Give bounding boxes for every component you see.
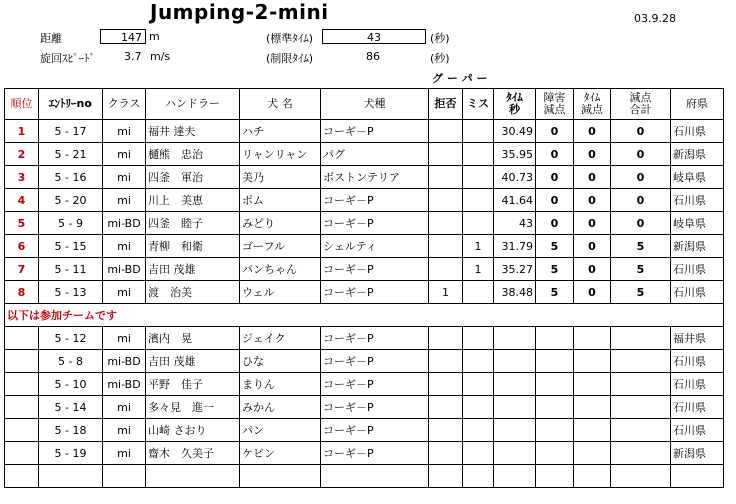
breed-cell: コーギ－P <box>321 373 429 396</box>
participant-row <box>5 442 724 465</box>
result-row <box>5 258 724 281</box>
miss-cell <box>463 212 494 235</box>
total-penalty-cell: 0 <box>611 143 671 166</box>
entry-cell: 5 - 11 <box>39 258 103 281</box>
handler-cell: 平野 佳子 <box>146 373 240 396</box>
empty-cell <box>5 327 39 350</box>
dog-name-cell: ポム <box>240 189 321 212</box>
handler-cell: 濱内 晃 <box>146 327 240 350</box>
empty-cell <box>240 465 321 488</box>
time-cell: 40.73 <box>494 166 536 189</box>
header-time-penalty-bottom: 減点 <box>581 103 603 116</box>
dog-name-cell: まりん <box>240 373 321 396</box>
result-row <box>5 235 724 258</box>
entry-cell: 5 - 18 <box>39 419 103 442</box>
entry-cell: 5 - 13 <box>39 281 103 304</box>
dog-name-cell: リャンリャン <box>240 143 321 166</box>
handler-cell: 渡 治美 <box>146 281 240 304</box>
prefecture-cell: 新潟県 <box>671 235 724 258</box>
refusal-cell <box>429 258 463 281</box>
page-title: Jumping-2-mini <box>150 0 329 24</box>
header-obstacle-top: 障害 <box>543 91 566 104</box>
empty-cell <box>536 465 574 488</box>
handler-cell: 四釜 睦子 <box>146 212 240 235</box>
rank-cell: 1 <box>5 120 39 143</box>
entry-cell: 5 - 12 <box>39 327 103 350</box>
breed-cell: コーギ－P <box>321 350 429 373</box>
empty-cell <box>611 396 671 419</box>
header-total-bottom: 合計 <box>629 103 652 116</box>
group-label: グ ー パ ー <box>432 72 488 85</box>
refusal-cell <box>429 235 463 258</box>
obstacle-penalty-cell: 0 <box>536 143 574 166</box>
result-row <box>5 120 724 143</box>
time-penalty-cell: 0 <box>574 235 611 258</box>
obstacle-penalty-cell: 0 <box>536 212 574 235</box>
distance-label: 距離 <box>40 32 62 45</box>
empty-cell <box>463 350 494 373</box>
class-cell: mi <box>103 327 146 350</box>
handler-cell: 福井 達夫 <box>146 120 240 143</box>
header-total <box>611 89 671 120</box>
empty-cell <box>429 396 463 419</box>
prefecture-cell: 新潟県 <box>671 442 724 465</box>
obstacle-penalty-cell: 5 <box>536 281 574 304</box>
handler-cell: 多々見 進一 <box>146 396 240 419</box>
empty-cell <box>611 327 671 350</box>
header-dog: 犬 名 <box>240 89 321 120</box>
empty-cell <box>463 327 494 350</box>
handler-cell: 青柳 和衛 <box>146 235 240 258</box>
empty-cell <box>429 373 463 396</box>
breed-cell: ボストンテリア <box>321 166 429 189</box>
empty-cell <box>494 442 536 465</box>
handler-cell: 四釜 軍治 <box>146 166 240 189</box>
empty-cell <box>463 373 494 396</box>
speed-unit: m/s <box>150 50 171 63</box>
empty-cell <box>574 350 611 373</box>
handler-cell: 齋木 久美子 <box>146 442 240 465</box>
empty-cell <box>146 465 240 488</box>
entry-cell: 5 - 20 <box>39 189 103 212</box>
empty-cell <box>5 442 39 465</box>
empty-cell <box>429 442 463 465</box>
header-refusal: 拒否 <box>429 89 463 120</box>
empty-cell <box>494 350 536 373</box>
header-time-bottom: 秒 <box>509 103 520 116</box>
class-cell: mi <box>103 120 146 143</box>
prefecture-cell: 石川県 <box>671 258 724 281</box>
breed-cell: コーギ－P <box>321 419 429 442</box>
breed-cell: コーギ－P <box>321 189 429 212</box>
breed-cell: コーギ－P <box>321 327 429 350</box>
time-penalty-cell: 0 <box>574 281 611 304</box>
std-time-label: (標準ﾀｲﾑ) <box>266 32 314 45</box>
total-penalty-cell: 5 <box>611 235 671 258</box>
header-time-penalty <box>574 89 611 120</box>
empty-cell <box>536 327 574 350</box>
empty-cell <box>429 419 463 442</box>
total-penalty-cell: 5 <box>611 258 671 281</box>
empty-cell <box>494 396 536 419</box>
time-cell: 31.79 <box>494 235 536 258</box>
header-class: クラス <box>103 89 146 120</box>
header-obstacle-bottom: 減点 <box>543 103 566 116</box>
time-penalty-cell: 0 <box>574 143 611 166</box>
time-cell: 30.49 <box>494 120 536 143</box>
empty-cell <box>574 327 611 350</box>
empty-cell <box>536 350 574 373</box>
prefecture-cell: 福井県 <box>671 327 724 350</box>
refusal-cell <box>429 143 463 166</box>
empty-cell <box>574 465 611 488</box>
empty-cell <box>536 396 574 419</box>
entry-cell: 5 - 14 <box>39 396 103 419</box>
prefecture-cell: 石川県 <box>671 350 724 373</box>
result-row <box>5 166 724 189</box>
results-table <box>4 88 724 488</box>
dog-name-cell: パンちゃん <box>240 258 321 281</box>
time-penalty-cell: 0 <box>574 212 611 235</box>
prefecture-cell: 石川県 <box>671 189 724 212</box>
empty-cell <box>5 419 39 442</box>
rank-cell: 2 <box>5 143 39 166</box>
result-row <box>5 281 724 304</box>
total-penalty-cell: 5 <box>611 281 671 304</box>
total-penalty-cell: 0 <box>611 189 671 212</box>
time-penalty-cell: 0 <box>574 120 611 143</box>
handler-cell: 吉田 茂雄 <box>146 258 240 281</box>
empty-cell <box>5 373 39 396</box>
empty-cell <box>463 396 494 419</box>
prefecture-cell: 新潟県 <box>671 143 724 166</box>
entry-cell: 5 - 16 <box>39 166 103 189</box>
rank-cell: 7 <box>5 258 39 281</box>
participant-row <box>5 373 724 396</box>
time-cell: 41.64 <box>494 189 536 212</box>
miss-cell <box>463 281 494 304</box>
participant-row <box>5 465 724 488</box>
time-penalty-cell: 0 <box>574 166 611 189</box>
time-cell: 35.95 <box>494 143 536 166</box>
rank-cell: 3 <box>5 166 39 189</box>
entry-cell: 5 - 9 <box>39 212 103 235</box>
class-cell: mi <box>103 396 146 419</box>
rank-cell: 6 <box>5 235 39 258</box>
limit-time-value: 86 <box>366 50 380 63</box>
class-cell: mi-BD <box>103 212 146 235</box>
result-row <box>5 143 724 166</box>
empty-cell <box>494 327 536 350</box>
obstacle-penalty-cell: 0 <box>536 189 574 212</box>
dog-name-cell: ケビン <box>240 442 321 465</box>
class-cell: mi <box>103 189 146 212</box>
miss-cell <box>463 143 494 166</box>
total-penalty-cell: 0 <box>611 166 671 189</box>
handler-cell: 川上 美恵 <box>146 189 240 212</box>
prefecture-cell: 石川県 <box>671 396 724 419</box>
rank-cell: 8 <box>5 281 39 304</box>
header-obstacle <box>536 89 574 120</box>
entry-cell: 5 - 21 <box>39 143 103 166</box>
class-cell: mi-BD <box>103 258 146 281</box>
breed-cell: コーギ－P <box>321 258 429 281</box>
participant-row <box>5 327 724 350</box>
miss-cell <box>463 166 494 189</box>
speed-value: 3.7 <box>124 50 142 63</box>
dog-name-cell: ジェイク <box>240 327 321 350</box>
event-date: 03.9.28 <box>634 12 676 25</box>
speed-label: 旋回ｽﾋﾟｰﾄﾞ <box>40 52 95 65</box>
empty-cell <box>671 465 724 488</box>
breed-cell: コーギ－P <box>321 281 429 304</box>
header-handler: ハンドラー <box>146 89 240 120</box>
class-cell: mi <box>103 281 146 304</box>
distance-unit: m <box>149 30 160 43</box>
obstacle-penalty-cell: 5 <box>536 258 574 281</box>
empty-cell <box>39 465 103 488</box>
breed-cell: シェルティ <box>321 235 429 258</box>
entry-cell: 5 - 8 <box>39 350 103 373</box>
dog-name-cell: パン <box>240 419 321 442</box>
dog-name-cell: ハチ <box>240 120 321 143</box>
breed-cell: コーギ－P <box>321 396 429 419</box>
empty-cell <box>611 350 671 373</box>
empty-cell <box>574 419 611 442</box>
empty-cell <box>5 396 39 419</box>
empty-cell <box>5 350 39 373</box>
header-row <box>5 89 724 120</box>
dog-name-cell: ひな <box>240 350 321 373</box>
header-time <box>494 89 536 120</box>
prefecture-cell: 石川県 <box>671 419 724 442</box>
total-penalty-cell: 0 <box>611 212 671 235</box>
class-cell: mi <box>103 143 146 166</box>
dog-name-cell: ウェル <box>240 281 321 304</box>
empty-cell <box>494 419 536 442</box>
empty-cell <box>463 465 494 488</box>
obstacle-penalty-cell: 5 <box>536 235 574 258</box>
empty-cell <box>103 465 146 488</box>
entry-cell: 5 - 10 <box>39 373 103 396</box>
obstacle-penalty-cell: 0 <box>536 166 574 189</box>
dog-name-cell: 美乃 <box>240 166 321 189</box>
header-time-penalty-top: ﾀｲﾑ <box>583 91 601 104</box>
class-cell: mi <box>103 166 146 189</box>
class-cell: mi <box>103 419 146 442</box>
header-prefecture: 府県 <box>671 89 724 120</box>
dog-name-cell: ゴーフル <box>240 235 321 258</box>
header-rank: 順位 <box>5 89 39 120</box>
class-cell: mi <box>103 442 146 465</box>
empty-cell <box>463 419 494 442</box>
header-breed: 犬種 <box>321 89 429 120</box>
dog-name-cell: みかん <box>240 396 321 419</box>
refusal-cell <box>429 189 463 212</box>
entry-cell: 5 - 17 <box>39 120 103 143</box>
empty-cell <box>611 373 671 396</box>
time-cell: 35.27 <box>494 258 536 281</box>
empty-cell <box>536 419 574 442</box>
refusal-cell <box>429 212 463 235</box>
class-cell: mi <box>103 235 146 258</box>
header-entry: ｴﾝﾄﾘｰno <box>39 89 103 120</box>
prefecture-cell: 石川県 <box>671 373 724 396</box>
miss-cell <box>463 189 494 212</box>
empty-cell <box>5 465 39 488</box>
empty-cell <box>574 442 611 465</box>
participants-label: 以下は参加チームです <box>5 304 724 327</box>
prefecture-cell: 岐阜県 <box>671 166 724 189</box>
std-time-unit: (秒) <box>430 32 450 45</box>
empty-cell <box>611 419 671 442</box>
empty-cell <box>321 465 429 488</box>
empty-cell <box>574 373 611 396</box>
class-cell: mi-BD <box>103 373 146 396</box>
time-cell: 43 <box>494 212 536 235</box>
class-cell: mi-BD <box>103 350 146 373</box>
prefecture-cell: 石川県 <box>671 281 724 304</box>
empty-cell <box>429 465 463 488</box>
empty-cell <box>494 373 536 396</box>
miss-cell <box>463 120 494 143</box>
entry-cell: 5 - 15 <box>39 235 103 258</box>
rank-cell: 5 <box>5 212 39 235</box>
participant-row <box>5 419 724 442</box>
header-time-top: ﾀｲﾑ <box>506 91 523 104</box>
empty-cell <box>429 327 463 350</box>
empty-cell <box>611 442 671 465</box>
obstacle-penalty-cell: 0 <box>536 120 574 143</box>
empty-cell <box>536 442 574 465</box>
refusal-cell: 1 <box>429 281 463 304</box>
std-time-value: 43 <box>322 29 426 44</box>
limit-time-label: (制限ﾀｲﾑ) <box>266 52 314 65</box>
participant-row <box>5 396 724 419</box>
miss-cell: 1 <box>463 235 494 258</box>
rank-cell: 4 <box>5 189 39 212</box>
participants-section-row <box>5 304 724 327</box>
limit-time-unit: (秒) <box>430 52 450 65</box>
miss-cell: 1 <box>463 258 494 281</box>
prefecture-cell: 岐阜県 <box>671 212 724 235</box>
entry-cell: 5 - 19 <box>39 442 103 465</box>
total-penalty-cell: 0 <box>611 120 671 143</box>
time-penalty-cell: 0 <box>574 189 611 212</box>
participant-row <box>5 350 724 373</box>
header-total-top: 減点 <box>629 91 652 104</box>
handler-cell: 樋熊 忠治 <box>146 143 240 166</box>
breed-cell: コーギ－P <box>321 212 429 235</box>
empty-cell <box>463 442 494 465</box>
empty-cell <box>429 350 463 373</box>
handler-cell: 山崎 さおり <box>146 419 240 442</box>
breed-cell: コーギ－P <box>321 120 429 143</box>
time-penalty-cell: 0 <box>574 258 611 281</box>
result-row <box>5 212 724 235</box>
refusal-cell <box>429 166 463 189</box>
empty-cell <box>574 396 611 419</box>
breed-cell: コーギ－P <box>321 442 429 465</box>
time-cell: 38.48 <box>494 281 536 304</box>
empty-cell <box>611 465 671 488</box>
distance-value: 147 <box>100 29 146 44</box>
breed-cell: パグ <box>321 143 429 166</box>
empty-cell <box>536 373 574 396</box>
handler-cell: 吉田 茂雄 <box>146 350 240 373</box>
refusal-cell <box>429 120 463 143</box>
header-miss: ミス <box>463 89 494 120</box>
empty-cell <box>494 465 536 488</box>
result-row <box>5 189 724 212</box>
prefecture-cell: 石川県 <box>671 120 724 143</box>
dog-name-cell: みどり <box>240 212 321 235</box>
